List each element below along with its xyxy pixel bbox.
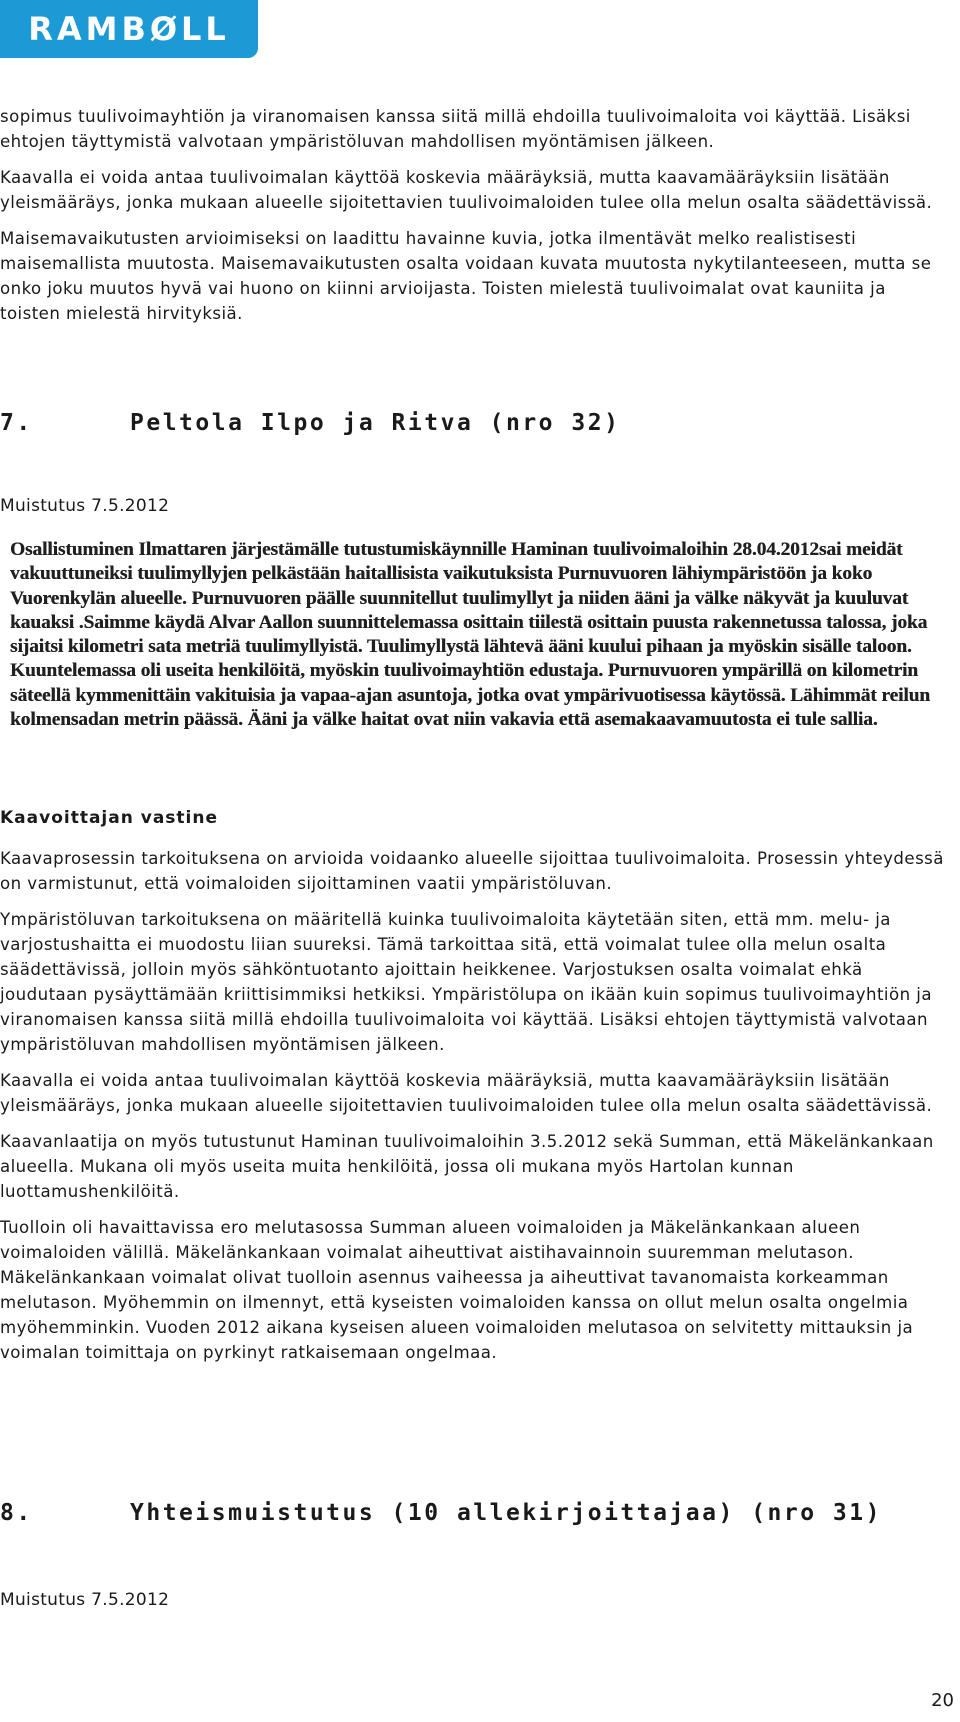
section-number: 7. xyxy=(0,410,33,436)
paragraph: Kaavaprosessin tarkoituksena on arvioida voidaanko alueelle sijoittaa tuulivoimaloita. Prosessin yhteydessä on varmistunut, että voimaloiden sijoittaminen vaatii ympäristöluvan. xyxy=(0,849,944,893)
scanned-letter-image xyxy=(10,538,955,780)
top-text-block xyxy=(0,104,950,337)
paragraph: Kaavalla ei voida antaa tuulivoimalan käyttöä koskevia määräyksiä, mutta kaavamääräyksiin lisätään yleismääräys, jonka mukaan alueelle sijoitettavien tuulivoimaloiden tulee olla melun osalta säädettävissä. xyxy=(0,1071,933,1115)
paragraph: sopimus tuulivoimayhtiön ja viranomaisen kanssa siitä millä ehdoilla tuulivoimaloita voi käyttää. Lisäksi ehtojen täyttymistä valvotaan ympäristöluvan mahdollisen myöntämisen jälkeen. xyxy=(0,107,911,151)
scanned-letter-text: Osallistuminen Ilmattaren järjestämälle tutustumiskäynnille Haminan tuulivoimaloihin 28.04.2012sai meidät vakuuttuneiksi tuulimyllyjen pelkästään haitallisista vaikutuksista Purnuvuoren lähiympäristöön ja koko Vuorenkylän alueelle. Purnuvuoren päälle suunnitellut tuulimyllyt ja niiden ääni ja välke näkyvät ja kuuluvat kauaksi .Saimme käydä Alvar Aallon suunnittelemassa osittain tiilestä osittain puusta rakennetussa talossa, joka sijaitsi kilometri sata metriä tuulimyllyistä. Tuulimyllystä lähtevä ääni kuului pihaan ja myöskin sisälle taloon. Kuuntelemassa oli useita henkilöitä, myöskin tuulivoimayhtiön edustaja. Purnuvuoren ympärillä on kilometrin säteellä kymmenittäin vakituisia ja vapaa-ajan asuntoja, jotka ovat ympärivuotisessa käytössä. Lähimmät reilun kolmensadan metrin päässä. Ääni ja välke haitat ovat niin vakavia että asemakaavamuutosta ei tule sallia. xyxy=(10,539,930,731)
section-7-heading xyxy=(0,410,950,436)
section-title: Yhteismuistutus (10 allekirjoittajaa) (nro 31) xyxy=(130,1500,882,1526)
section-number: 8. xyxy=(0,1500,33,1526)
response-heading: Kaavoittajan vastine xyxy=(0,808,219,828)
section-7-date: Muistutus 7.5.2012 xyxy=(0,496,170,516)
section-title: Peltola Ilpo ja Ritva (nro 32) xyxy=(130,410,621,436)
paragraph: Tuolloin oli havaittavissa ero melutasossa Summan alueen voimaloiden ja Mäkelänkankaan alueen voimaloiden välillä. Mäkelänkankaan voimalat aiheuttivat aistihavainnoin suuremman melutason. Mäkelänkankaan voimalat olivat tuolloin asennus vaiheessa ja aiheuttivat tavanomaista korkeamman melutason. Myöhemmin on ilmennyt, että kyseisten voimaloiden kanssa on ollut melun osalta ongelmia myöhemminkin. Vuoden 2012 aikana kyseisen alueen voimaloiden melutasoa on selvitetty mittauksin ja voimalan toimittaja on pyrkinyt ratkaisemaan ongelmaa. xyxy=(0,1218,914,1362)
section-8-date: Muistutus 7.5.2012 xyxy=(0,1590,170,1610)
paragraph: Maisemavaikutusten arvioimiseksi on laadittu havainne kuvia, jotka ilmentävät melko realistisesti maisemallista muutosta. Maisemavaikutusten osalta voidaan kuvata muutosta nykytilanteeseen, mutta se onko joku muutos hyvä vai huono on kiinni arvioijasta. Toisten mielestä tuulivoimalat ovat kauniita ja toisten mielestä hirvityksiä. xyxy=(0,229,932,323)
paragraph: Kaavanlaatija on myös tutustunut Haminan tuulivoimaloihin 3.5.2012 sekä Summan, että Mäkelänkankaan alueella. Mukana oli myös useita muita henkilöitä, jossa oli mukana myös Hartolan kunnan luottamushenkilöitä. xyxy=(0,1132,934,1201)
paragraph: Ympäristöluvan tarkoituksena on määritellä kuinka tuulivoimaloita käytetään siten, että mm. melu- ja varjostushaitta ei muodostu liian suureksi. Tämä tarkoittaa sitä, että voimalat tulee olla melun osalta säädettävissä, jolloin myös sähköntuotanto ajoittain heikkenee. Varjostuksen osalta voimalat ehkä joudutaan pysäyttämään kriittisimmiksi hetkiksi. Ympäristölupa on ikään kuin sopimus tuulivoimayhtiön ja viranomaisen kanssa siitä millä ehdoilla tuulivoimaloita voi käyttää. Lisäksi ehtojen täyttymistä valvotaan ympäristöluvan mahdollisen myöntämisen jälkeen. xyxy=(0,910,932,1054)
page-number: 20 xyxy=(931,1690,954,1711)
section-8-heading xyxy=(0,1500,950,1526)
ramboll-logo xyxy=(0,0,258,58)
paragraph: Kaavalla ei voida antaa tuulivoimalan käyttöä koskevia määräyksiä, mutta kaavamääräyksiin lisätään yleismääräys, jonka mukaan alueelle sijoitettavien tuulivoimaloiden tulee olla melun osalta säädettävissä. xyxy=(0,168,933,212)
logo-text: RAMBØLL xyxy=(28,10,230,48)
response-text-block xyxy=(0,846,950,1376)
